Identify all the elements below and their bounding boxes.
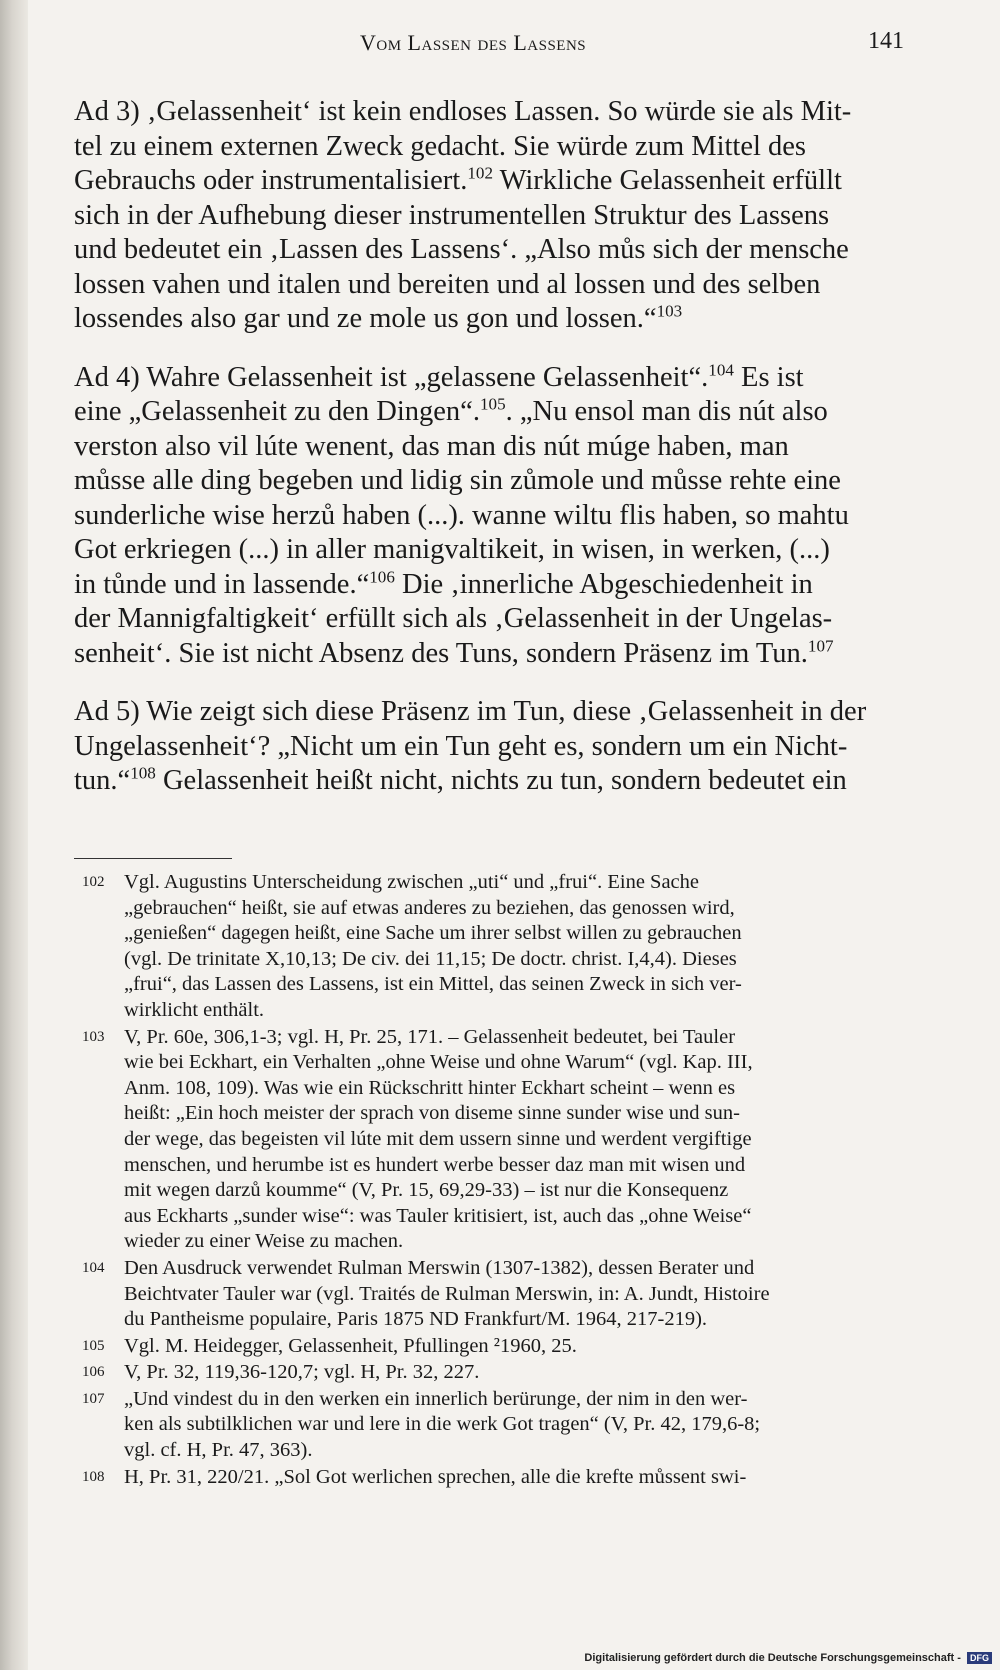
text-line: můsse alle ding begeben und lidig sin zůmole und můsse rehte eine <box>74 465 841 496</box>
text-line: in tůnde und in lassende.“$^{106}$ Die ‚innerliche Abgeschiedenheit in <box>74 567 813 600</box>
text-line: lossen vahen und italen und bereiten und al lossen und des selben <box>74 268 821 300</box>
footnote-line: (vgl. De trinitate X,10,13; De civ. dei 11,15; De doctr. christ. I,4,4). Dieses <box>124 947 737 970</box>
text-line: Ad 4) Wahre Gelassenheit ist „gelassene Gelassenheit“.$^{104}$ Es ist <box>74 360 804 393</box>
footnote-line: Vgl. M. Heidegger, Gelassenheit, Pfullingen ²1960, 25. <box>124 1334 577 1357</box>
footnote-line: Anm. 108, 109). Was wie ein Rückschritt hinter Eckhart scheint – wenn es <box>124 1076 736 1099</box>
footnote-line: V, Pr. 60e, 306,1-3; vgl. H, Pr. 25, 171. – Gelassenheit bedeutet, bei Tauler <box>124 1025 736 1048</box>
footnote <box>74 1387 908 1464</box>
footnote-number: 104 <box>82 1259 105 1276</box>
text-line: eine „Gelassenheit zu den Dingen“.$^{105}$. „Nu ensol man dis nút also <box>74 394 828 427</box>
running-title: Vom Lassen des Lassens <box>360 30 587 55</box>
footnote-marker: 102 <box>467 163 493 183</box>
text-line: Got erkriegen (...) in aller manigvaltikeit, in wisen, in werken, (...) <box>74 534 830 565</box>
footnote-line: heißt: „Ein hoch meister der sprach von diseme sinne sunder wise und sun- <box>124 1102 740 1125</box>
footnote <box>74 1256 908 1333</box>
paragraph <box>74 695 908 799</box>
footnote <box>74 1025 908 1255</box>
text-line: Ungelassenheit‘? „Nicht um ein Tun geht es, sondern um ein Nicht- <box>74 730 848 762</box>
footnote-marker: 108 <box>130 763 156 783</box>
footnote-marker: 107 <box>807 636 834 655</box>
footnote-line: Beichtvater Tauler war (vgl. Traités de Rulman Merswin, in: A. Jundt, Histoire <box>124 1282 770 1305</box>
page-header <box>0 18 1000 62</box>
digitization-notice <box>584 1652 992 1664</box>
footnote-number: 106 <box>82 1364 105 1381</box>
footnote-line: ken als subtilklichen war und lere in die werk Got tragen“ (V, Pr. 42, 179,6-8; <box>124 1413 761 1436</box>
footnote-marker: 103 <box>656 301 683 321</box>
footnote-line: wieder zu einer Weise zu machen. <box>124 1230 404 1253</box>
text-line: und bedeutet ein ‚Lassen des Lassens‘. „Also můs sich der mensche <box>74 234 849 265</box>
footnote-marker: 104 <box>708 360 734 379</box>
paragraph <box>74 361 908 672</box>
text-line: Ad 3) ‚Gelassenheit‘ ist kein endloses Lassen. So würde sie als Mit- <box>74 96 852 127</box>
footnote-number: 107 <box>82 1390 105 1407</box>
footnote-line: „Und vindest du in den werken ein innerlich berürunge, der nim in den wer- <box>124 1387 748 1410</box>
footnote-line: mit wegen darzů koumme“ (V, Pr. 15, 69,29-33) – ist nur die Konsequenz <box>124 1179 729 1202</box>
footnote-line: „frui“, das Lassen des Lassens, ist ein Mittel, das seinen Zweck in sich ver- <box>124 973 742 996</box>
text-line: senheit‘. Sie ist nicht Absenz des Tuns, sondern Präsenz im Tun.$^{107}$ <box>74 636 834 669</box>
footnote-number: 103 <box>82 1028 105 1045</box>
footnote-line: V, Pr. 32, 119,36-120,7; vgl. H, Pr. 32, 227. <box>124 1361 480 1384</box>
footnote <box>74 1334 908 1360</box>
footnotes <box>74 870 908 1491</box>
footnote-line: wirklicht enthält. <box>124 998 265 1021</box>
footnote <box>74 1360 908 1386</box>
dfg-logo: DFG <box>967 1652 992 1664</box>
footnote-line: „genießen“ dagegen heißt, eine Sache um ihrer selbst willen zu gebrauchen <box>124 922 742 945</box>
text-line: Gebrauchs oder instrumentalisiert.$^{102}$ Wirkliche Gelassenheit erfüllt <box>74 163 842 196</box>
text-line: lossendes also gar und ze mole us gon und lossen.“$^{103}$ <box>74 301 683 334</box>
footnote <box>74 1465 908 1491</box>
footnote-line: wie bei Eckhart, ein Verhalten „ohne Weise und ohne Warum“ (vgl. Kap. III, <box>124 1051 753 1074</box>
main-text <box>74 95 908 823</box>
page-number: 141 <box>868 28 904 54</box>
footnote-separator <box>74 858 232 859</box>
footnote-line: vgl. cf. H, Pr. 47, 363). <box>124 1439 313 1462</box>
footnote-line: der wege, das begeisten vil lúte mit dem ussern sinne und werdent vergiftige <box>124 1127 752 1150</box>
footnote-marker: 105 <box>479 394 506 414</box>
footnote-line: aus Eckharts „sunder wise“: was Tauler kritisiert, ist, auch das „ohne Weise“ <box>124 1204 752 1227</box>
footnote-line: H, Pr. 31, 220/21. „Sol Got werlichen sprechen, alle die krefte můssent swi- <box>124 1465 747 1488</box>
footnote-line: Den Ausdruck verwendet Rulman Merswin (1307-1382), dessen Berater und <box>124 1256 755 1279</box>
text-line: Ad 5) Wie zeigt sich diese Präsenz im Tun, diese ‚Gelassenheit in der <box>74 696 867 727</box>
footnote-number: 105 <box>82 1337 105 1354</box>
footnote-number: 102 <box>82 874 105 890</box>
text-line: tun.“$^{108}$ Gelassenheit heißt nicht, nichts zu tun, sondern bedeutet ein <box>74 763 847 796</box>
footnote-marker: 106 <box>369 567 395 586</box>
text-line: tel zu einem externen Zweck gedacht. Sie würde zum Mittel des <box>74 130 807 162</box>
footnote <box>74 870 908 1024</box>
footnote-line: Vgl. Augustins Unterscheidung zwischen „uti“ und „frui“. Eine Sache <box>124 871 699 893</box>
digitization-text: Digitalisierung gefördert durch die Deutsche Forschungsgemeinschaft - <box>584 1651 961 1664</box>
footnote-line: du Pantheisme populaire, Paris 1875 ND Frankfurt/M. 1964, 217-219). <box>124 1308 708 1331</box>
footnote-number: 108 <box>82 1468 105 1485</box>
text-line: verston also vil lúte wenent, das man dis nút múge haben, man <box>74 430 789 462</box>
text-line: der Mannigfaltigkeit‘ erfüllt sich als ‚Gelassenheit in der Ungelas- <box>74 603 833 634</box>
text-line: sich in der Aufhebung dieser instrumentellen Struktur des Lassens <box>74 199 830 231</box>
paragraph <box>74 95 908 337</box>
book-spine-shadow <box>0 0 28 1670</box>
footnote-line: menschen, und herumbe ist es hundert werbe besser daz man mit wisen und <box>124 1153 746 1176</box>
footnote-line: „gebrauchen“ heißt, sie auf etwas anderes zu beziehen, das genossen wird, <box>124 896 735 919</box>
text-line: sunderliche wise herzů haben (...). wanne wiltu flis haben, so mahtu <box>74 499 849 531</box>
